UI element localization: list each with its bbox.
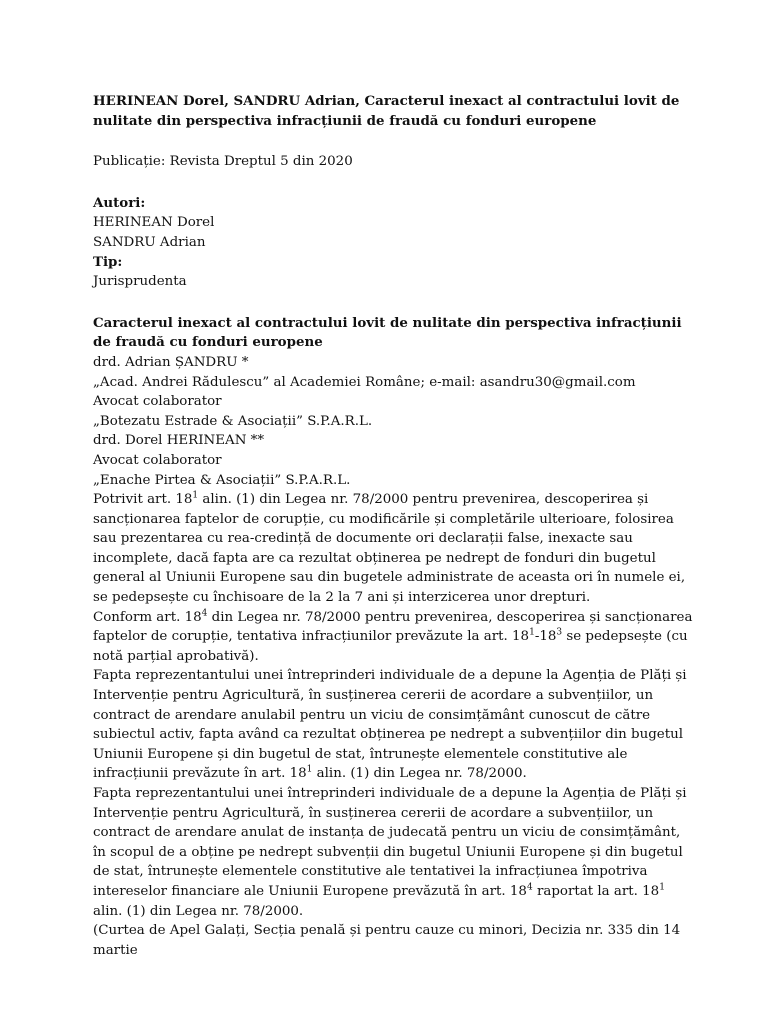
affiliation-line: „Acad. Andrei Rădulescu” al Academiei Române; e-mail: asandru30@gmail.com [93,374,636,390]
article-title: Caracterul inexact al contractului lovit de nulitate din perspectiva infracțiunii de fraudă cu fonduri europene [93,314,682,351]
affiliation-line: „Enache Pirtea & Asociații” S.P.A.R.L. [93,472,351,488]
body-paragraph-5: (Curtea de Apel Galați, Secția penală și pentru cauze cu minori, Decizia nr. 335 din 14 martie [93,923,681,958]
body-paragraph-3: Fapta reprezentantului unei întreprinderi individuale de a depune la Agenția de Plăți și Intervenție pentru Agricultură, în susținerea cererii de acordare a subvențiilor, un contract de arendare anulabil pentru un viciu de consimțământ cunoscut de către subiectul activ, fapta având ca rezultat obținerea pe nedrept a subvențiilor din bugetul Uniunii Europene și din bugetul de stat, întrunește elementele constitutive ale infracțiunii prevăzute în art. $18^1$ alin. (1) din Legea nr. 78/2000. [93,668,687,782]
author-name: SANDRU Adrian [93,234,206,250]
author-name: HERINEAN Dorel [93,215,215,231]
document-header-title: HERINEAN Dorel, SANDRU Adrian, Caracterul inexact al contractului lovit de nulitate din perspectiva infracțiunii de fraudă cu fonduri europene [93,93,680,129]
affiliation-line: drd. Adrian ȘANDRU * [93,354,249,370]
type-value: Jurisprudenta [93,274,187,290]
affiliation-line: Avocat colaborator [93,394,222,410]
type-label: Tip: [93,253,123,270]
document-page [93,92,693,960]
body-paragraph-4: Fapta reprezentantului unei întreprinderi individuale de a depune la Agenția de Plăți și Intervenție pentru Agricultură, în susținerea cererii de acordare a subvențiilor, un contract de arendare anulat de instanța de judecată pentru un viciu de consimțământ, în scopul de a obține pe nedrept subvenții din bugetul Uniunii Europene și din bugetul de stat, întrunește elementele constitutive ale tentativei la infracțiunea împotriva intereselor financiare ale Uniunii Europene prevăzută în art. $18^4$ raportat la art. $18^1$ alin. (1) din Legea nr. 78/2000. [93,786,687,919]
publication-line: Publicație: Revista Dreptul 5 din 2020 [93,154,353,170]
affiliation-line: Avocat colaborator [93,452,222,468]
body-paragraph-1: Potrivit art. $18^1$ alin. (1) din Legea nr. 78/2000 pentru prevenirea, descoperirea și sancționarea faptelor de corupție, cu modificările și completările ulterioare, folosirea sau prezentarea cu rea-credință de documente ori declarații false, inexacte sau incomplete, dacă fapta are ca rezultat obținerea pe nedrept de fonduri din bugetul general al Uniunii Europene sau din bugetele administrate de aceasta ori în numele ei, se pedepsește cu închisoare de la 2 la 7 ani și interzicerea unor drepturi. [93,490,686,606]
affiliation-line: „Botezatu Estrade & Asociații” S.P.A.R.L. [93,413,373,429]
authors-label: Autori: [93,194,146,211]
affiliation-line: drd. Dorel HERINEAN ** [93,433,265,449]
body-paragraph-2: Conform art. $18^4$ din Legea nr. 78/2000 pentru prevenirea, descoperirea și sancționarea faptelor de corupție, tentativa infracțiunilor prevăzute la art. $18^1-18^3$ se pedepsește (cu notă parțial aprobativă). [93,608,693,664]
